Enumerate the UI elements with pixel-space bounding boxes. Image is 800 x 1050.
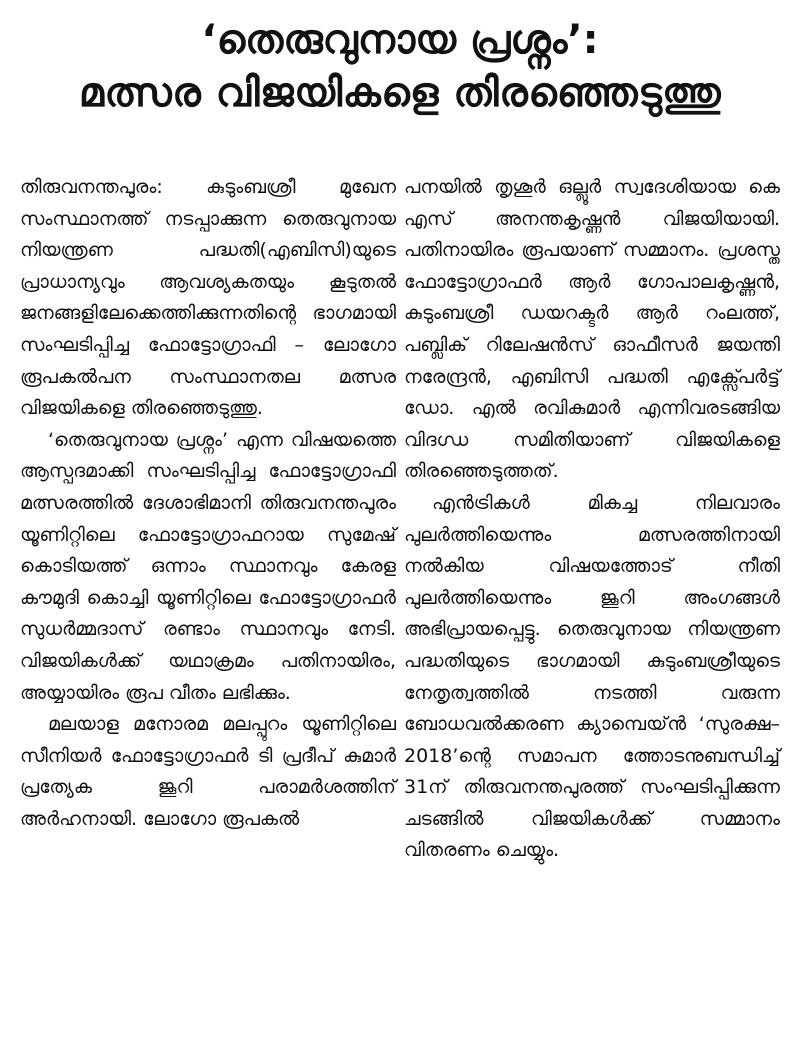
article-body bbox=[16, 172, 784, 867]
paragraph: എൻട്രികൾ മികച്ച നിലവാരം പുലർത്തിയെന്നും മത്സരത്തിനായി നൽകിയ വിഷയത്തോട് നീതി പുലർത്തിയെന്നും ജൂറി അംഗങ്ങൾ അഭിപ്രായപ്പെട്ടു. തെരുവുനായ നിയന്ത്രണ പദ്ധതിയുടെ ഭാഗമായി കുടുംബശ്രീയുടെ നേതൃത്വത്തിൽ നടത്തി വരുന്ന ബോധവൽക്കരണ ക്യാമ്പെയ്ൻ ‘സുരക്ഷ–2018’ന്റെ സമാപന ത്തോടനുബന്ധിച്ച് 31ന് തിരുവനന്തപുരത്ത് സംഘടിപ്പിക്കുന്ന ചടങ്ങിൽ വിജയികൾക്ക് സമ്മാനം വിതരണം ചെയ്യും. bbox=[404, 491, 780, 862]
paragraph: ‘തെരുവുനായ പ്രശ്നം’ എന്ന വിഷയത്തെ ആസ്പദമാക്കി സംഘടിപ്പിച്ച ഫോട്ടോഗ്രാഫി മത്സരത്തിൽ ദേശാഭിമാനി തിരുവനന്തപുരം യൂണിറ്റിലെ ഫോട്ടോഗ്രാഫറായ സുമേഷ് കൊടിയത്ത് ഒന്നാം സ്ഥാനവും കേരള കൗമുദി കൊച്ചി യൂണിറ്റിലെ ഫോട്ടോഗ്രാഫർ സുധർമ്മദാസ് രണ്ടാം സ്ഥാനവും നേടി. വിജയികൾക്ക് യഥാക്രമം പതിനായിരം, അയ്യായിരം രൂപ വീതം ലഭിക്കും. bbox=[20, 428, 396, 704]
paragraph: തിരുവനന്തപുരം: കുടുംബശ്രീ മുഖേന സംസ്ഥാനത്ത് നടപ്പാക്കുന്ന തെരുവുനായ നിയന്ത്രണ പദ്ധതി(എബിസി)യുടെ പ്രാധാന്യവും ആവശ്യകതയും കൂടുതൽ ജനങ്ങളിലേക്കെത്തിക്കുന്നതിന്റെ ഭാഗമായി സംഘടിപ്പിച്ച ഫോട്ടോഗ്രാഫി – ലോഗോ രൂപകൽപന സംസ്ഥാനതല മത്സര വിജയികളെ തിരഞ്ഞെടുത്തു. bbox=[20, 176, 396, 420]
headline-line-1: ‘തെരുവുനായ പ്രശ്നം’: bbox=[201, 17, 599, 63]
paragraph: പനയിൽ തൃശൂർ ഒല്ലൂർ സ്വദേശിയായ കെ എസ് അനന്തകൃഷ്ണൻ വിജയിയായി. പതിനായിരം രൂപയാണ് സമ്മാനം. പ്രശസ്ത ഫോട്ടോഗ്രാഫർ ആർ ഗോപാലകൃഷ്ണൻ, കുടുംബശ്രീ ഡയറക്ടർ ആർ റംലത്ത്, പബ്ലിക് റിലേഷൻസ് ഓഫീസർ ജയന്തി നരേന്ദ്രൻ, എബിസി പദ്ധതി എക്സ്പേർട്ട് ഡോ. എൽ രവികുമാർ എന്നിവരടങ്ങിയ വിദഗ്ധ സമിതിയാണ് വിജയികളെ തിരഞ്ഞെടുത്തത്. bbox=[404, 176, 780, 483]
right-column bbox=[404, 172, 784, 867]
paragraph: മലയാള മനോരമ മലപ്പുറം യൂണിറ്റിലെ സീനിയർ ഫോട്ടോഗ്രാഫർ ടി പ്രദീപ് കുമാർ പ്രത്യേക ജൂറി പരാമർശത്തിന് അർഹനായി. ലോഗോ രൂപകൽ bbox=[20, 713, 396, 830]
left-column bbox=[16, 172, 396, 867]
headline bbox=[16, 16, 784, 118]
headline-line-2: മത്സര വിജയികളെ തിരഞ്ഞെടുത്തു bbox=[78, 69, 722, 116]
